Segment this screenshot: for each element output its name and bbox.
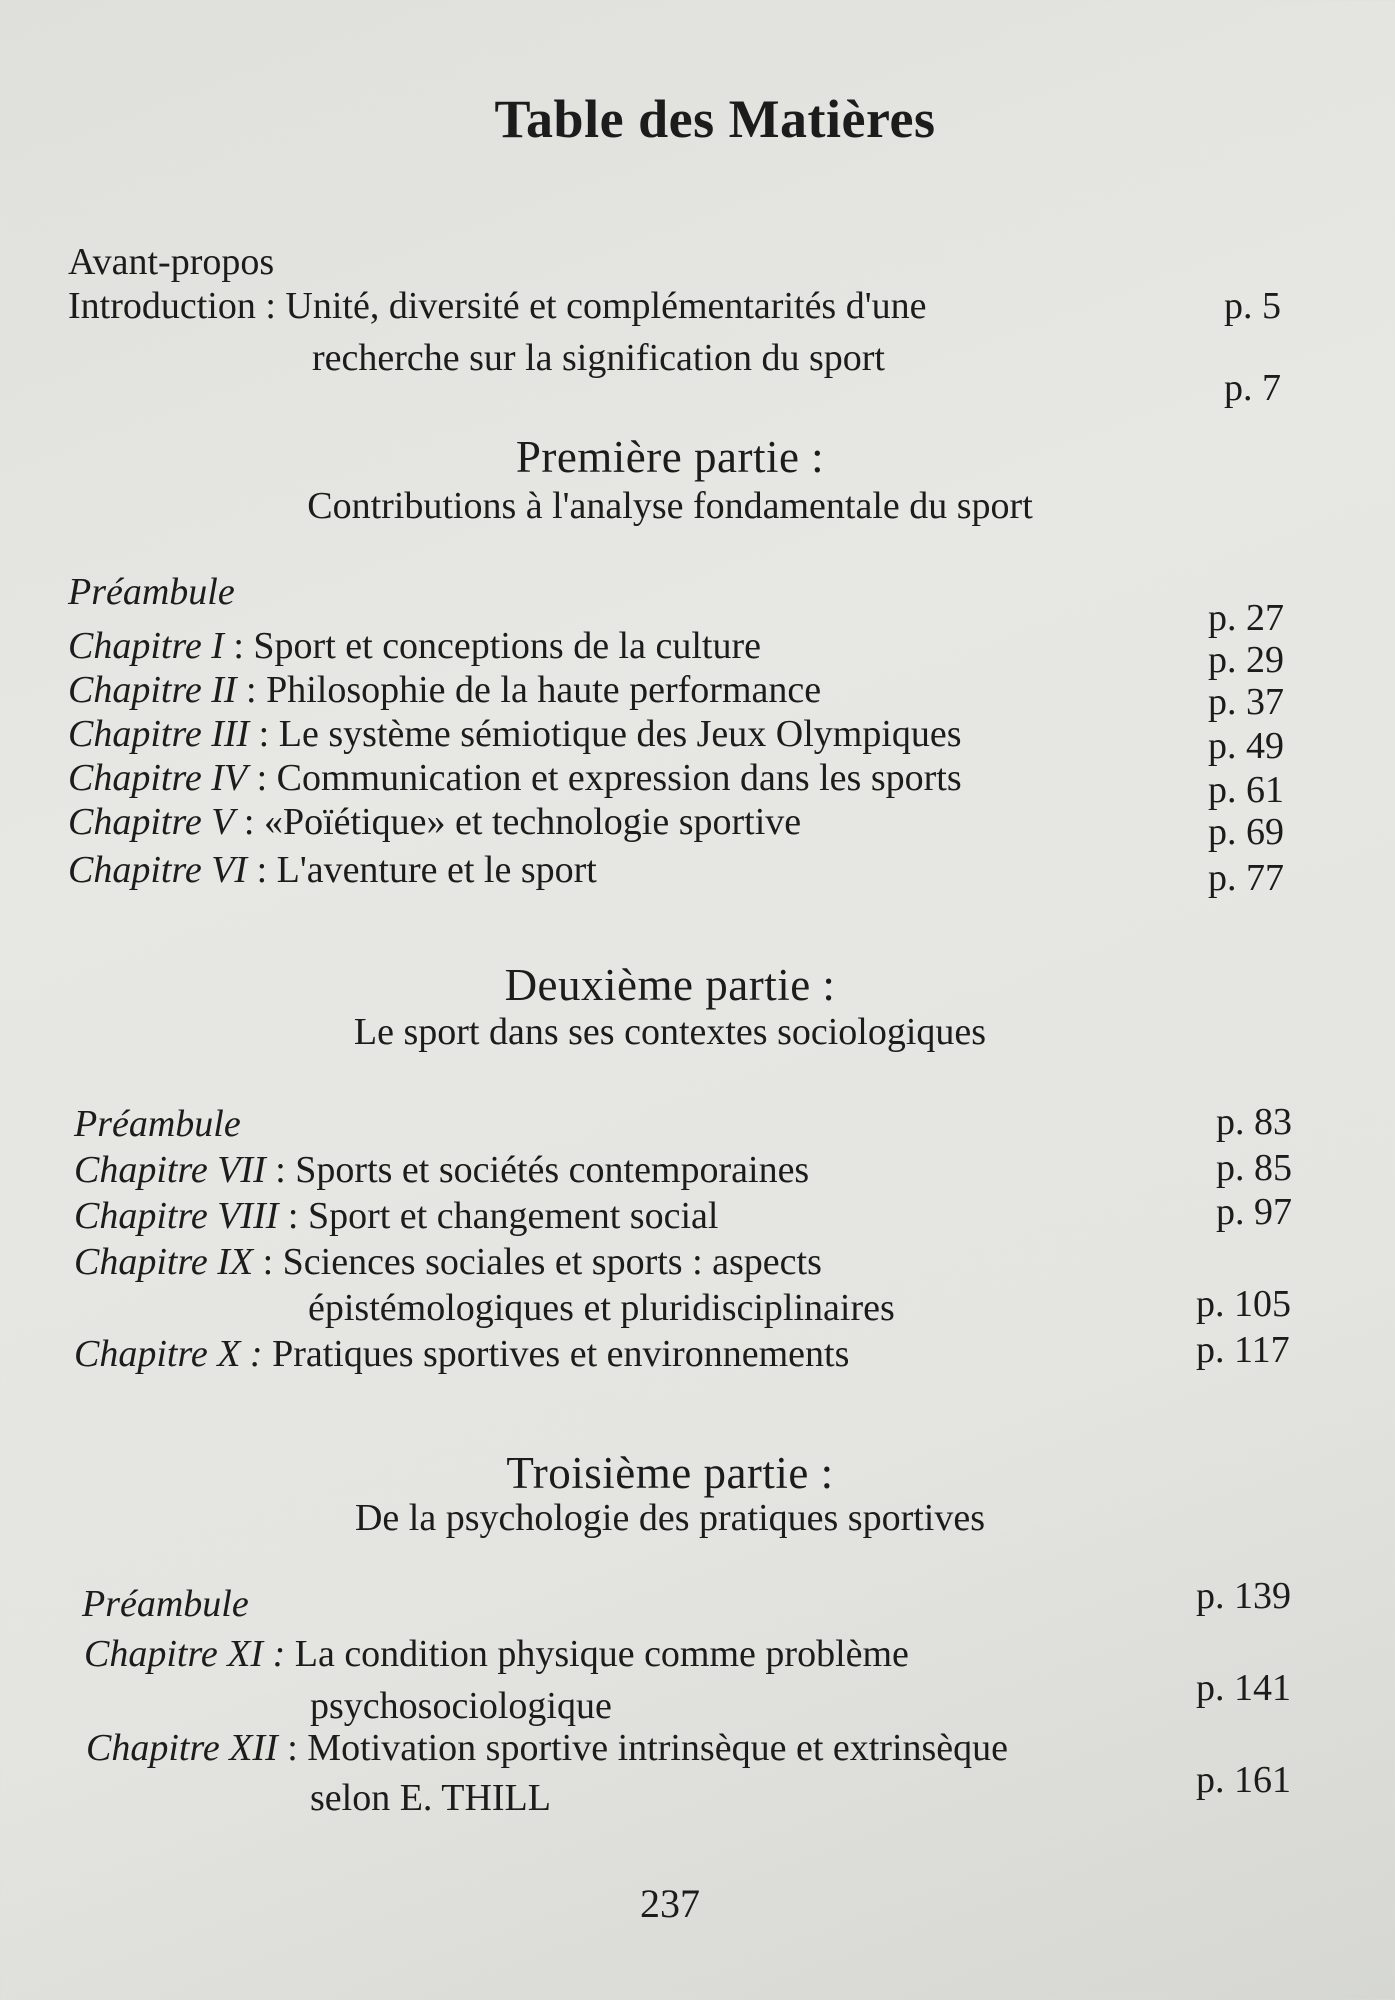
toc-page-chapitre-5: p. 69 [1208,811,1284,853]
toc-entry-chapitre-5: Chapitre V : «Poïétique» et technologie sportive [68,801,802,843]
toc-page-chapitre-7: p. 85 [1216,1147,1292,1189]
toc-page-chapitre-1: p. 29 [1208,639,1284,681]
part-2-title: Deuxième partie : [504,960,836,1010]
toc-entry-chapitre-2: Chapitre II : Philosophie de la haute performance [68,669,822,711]
part-3-preambule-page: p. 139 [1196,1575,1291,1617]
part-1-preambule: Préambule [68,571,235,613]
part-3-title: Troisième partie : [506,1448,834,1498]
part-1-preambule-page: p. 27 [1208,597,1284,639]
part-1-subtitle: Contributions à l'analyse fondamentale du sport [307,485,1033,527]
part-3-subtitle: De la psychologie des pratiques sportives [354,1497,986,1539]
part-2-preambule: Préambule [74,1103,241,1145]
toc-entry-chapitre-3: Chapitre III : Le système sémiotique des Jeux Olympiques [68,713,962,755]
toc-entry-chapitre-11-continued: psychosociologique [310,1685,612,1727]
part-1-title: Première partie : [515,432,825,482]
toc-entry-chapitre-12: Chapitre XII : Motivation sportive intrinsèque et extrinsèque [86,1727,1009,1769]
toc-page-chapitre-11: p. 141 [1196,1667,1291,1709]
page-title: Table des Matières [494,89,936,149]
introduction-label: Introduction : [68,285,276,327]
page-number: 237 [640,1881,700,1926]
part-2-preambule-page: p. 83 [1216,1101,1292,1143]
toc-entry-chapitre-11: Chapitre XI : La condition physique comme problème [84,1633,909,1675]
toc-page-chapitre-10: p. 117 [1196,1329,1290,1371]
avant-propos-entry: Avant-propos [68,241,275,283]
toc-entry-chapitre-6: Chapitre VI : L'aventure et le sport [68,849,597,891]
introduction-page: p. 7 [1224,367,1281,409]
toc-entry-chapitre-4: Chapitre IV : Communication et expression dans les sports [68,757,962,799]
toc-entry-chapitre-12-continued: selon E. THILL [310,1777,551,1819]
toc-page-chapitre-12: p. 161 [1196,1759,1291,1801]
toc-entry-chapitre-9: Chapitre IX : Sciences sociales et sports : aspects [74,1241,822,1283]
toc-entry-chapitre-10: Chapitre X : Pratiques sportives et environnements [74,1333,850,1375]
toc-page-chapitre-8: p. 97 [1216,1191,1292,1233]
part-2-subtitle: Le sport dans ses contextes sociologiques [353,1011,987,1053]
toc-page-chapitre-6: p. 77 [1208,857,1284,899]
introduction-entry [68,284,926,328]
toc-entry-chapitre-9-continued: épistémologiques et pluridisciplinaires [308,1287,895,1329]
avant-propos-page: p. 5 [1224,285,1281,327]
toc-page-chapitre-4: p. 61 [1208,769,1284,811]
toc-entry-chapitre-8: Chapitre VIII : Sport et changement social [74,1195,719,1237]
part-3-preambule: Préambule [82,1583,249,1625]
toc-entry-chapitre-1: Chapitre I : Sport et conceptions de la culture [68,625,761,667]
toc-page-chapitre-2: p. 37 [1208,681,1284,723]
toc-page-chapitre-3: p. 49 [1208,725,1284,767]
toc-page-chapitre-9: p. 105 [1196,1283,1291,1325]
introduction-text: Unité, diversité et complémentarités d'une [285,285,927,327]
introduction-text-continued: recherche sur la signification du sport [312,337,885,379]
toc-entry-chapitre-7: Chapitre VII : Sports et sociétés contemporaines [74,1149,810,1191]
